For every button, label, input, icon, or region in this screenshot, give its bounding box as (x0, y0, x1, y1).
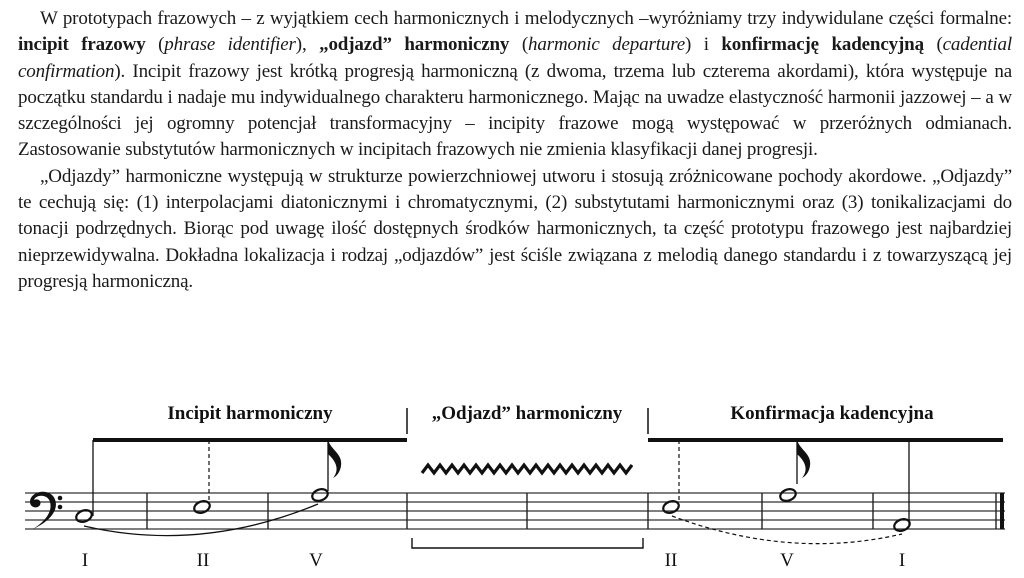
paragraph-1-text-a: W prototypach frazowych – z wyjątkiem cech harmonicznych i melodycznych –wyróżniamy trzy indywidulane części formalne: (40, 8, 1012, 29)
departure-bracket (412, 538, 643, 548)
roman-numeral-1: I (81, 550, 89, 571)
english-term-2: harmonic departure (528, 34, 686, 56)
term-harmonic-departure: „odjazd” harmoniczny (319, 34, 510, 56)
roman-numeral-5: V (780, 550, 794, 571)
bass-clef-icon (30, 492, 62, 529)
paragraph-1-text-d: ( (509, 34, 528, 56)
note-stems (93, 440, 909, 525)
paragraph-1 (18, 6, 1012, 164)
paragraph-2: „Odjazdy” harmoniczne występują w strukturze powierzchniowej utworu i stosują zróżnicowane pochody akordowe. „Odjazdy” te cechują się: (1) interpolacjami diatonicznymi i chromatycznymi, (2) substytutami harmonicznymi oraz (3) tonikalizacjami do tonacji podrzędnych. Biorąc pod uwagę ilość dostępnych środków harmonicznych, ta część prototypu frazowego jest najbardziej nieprzewidywalna. Dokładna lokalizacja i rodzaj „odjazdów” jest ściśle związana z melodią danego standardu i z towarzyszącą jej progresją harmoniczną. (18, 165, 1012, 292)
music-staff-diagram (0, 388, 1024, 578)
paragraph-1-text-b: ( (145, 34, 165, 56)
paragraph-1-text-g: ). Incipit frazowy jest krótką progresją harmoniczną (z dwoma, trzema lub czterema akordami), która występuje na początku standardu i nadaje mu indywidualnego charakteru harmonicznego. Mając na uwadze elastyczność harmonii jazzowej – a w szczególności jej ogromny potencjał transformacyjny – incipity frazowe mogą występować w przeróżnych odmianach. Zastosowanie substytutów harmonicznych w incipitach frazowych nie zmienia klasyfikacji danej progresji. (18, 60, 1012, 161)
label-incipit: Incipit harmoniczny (167, 403, 333, 424)
paragraph-1-text-f: ( (923, 34, 943, 56)
roman-numeral-4: II (664, 550, 678, 571)
label-cadence: Konfirmacja kadencyjna (730, 403, 934, 424)
roman-numeral-3: V (309, 550, 323, 571)
departure-zigzag (422, 465, 632, 473)
term-cadential-confirmation: konfirmację kadencyjną (721, 34, 924, 56)
note-heads (75, 487, 912, 533)
paragraph-1-text-c: ), (295, 34, 320, 56)
harmonic-prototype-figure (0, 388, 1024, 578)
body-text (18, 6, 1012, 295)
roman-numeral-2: II (196, 550, 210, 571)
staff-lines (25, 493, 1005, 529)
roman-numeral-6: I (898, 550, 906, 571)
term-phrase-identifier: incipit frazowy (18, 34, 146, 56)
final-barline (1000, 493, 1004, 529)
note-flag-1 (328, 440, 341, 478)
english-term-3: cadential confirmation (18, 34, 1012, 82)
label-departure: „Odjazd” harmoniczny (431, 403, 623, 424)
paragraph-1-text-e: ) i (685, 34, 722, 56)
english-term-1: phrase identifier (164, 34, 296, 56)
note-flag-2 (797, 440, 810, 478)
